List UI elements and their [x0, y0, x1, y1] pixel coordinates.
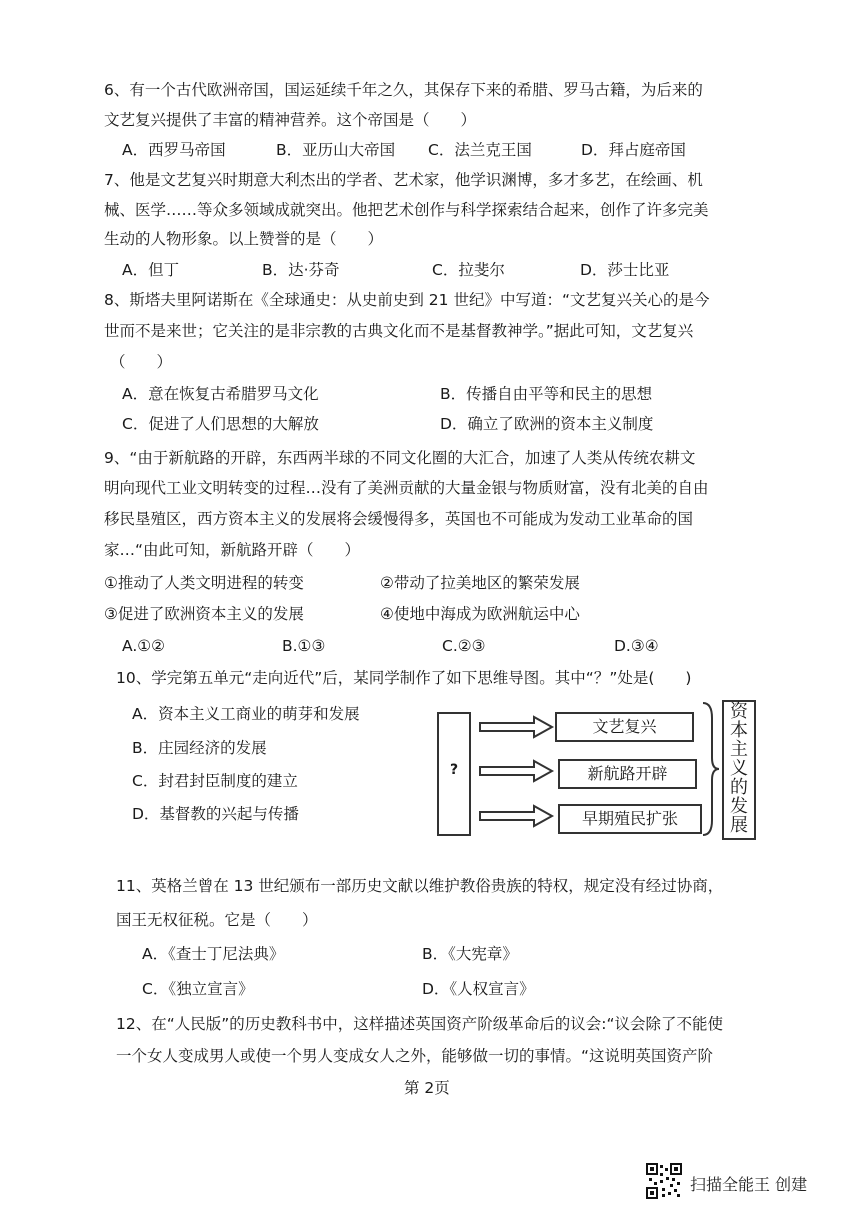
mind-map-item-colonial-expansion: 早期殖民扩张 [558, 804, 702, 834]
q10-option-a: A．资本主义工商业的萌芽和发展 [132, 705, 360, 723]
q9-item-3: ③促进了欧洲资本主义的发展 [104, 605, 304, 623]
q7-stem-line3: 生动的人物形象。以上赞誉的是（ ） [104, 230, 384, 248]
q9-item-2: ②带动了拉美地区的繁荣发展 [380, 574, 580, 592]
q7-option-d: D．莎士比亚 [580, 261, 670, 279]
q9-item-1: ①推动了人类文明进程的转变 [104, 574, 304, 592]
q7-option-b: B．达·芬奇 [262, 261, 340, 279]
q8-stem-line2: 世而不是来世；它关注的是非宗教的古典文化而不是基督教神学。”据此可知，文艺复兴 [104, 322, 694, 340]
arrow-icon-2 [480, 761, 552, 781]
q12-stem-line1: 12、在“人民版”的历史教科书中，这样描述英国资产阶级革命后的议会:“议会除了不能使 [116, 1015, 724, 1033]
arrow-icon-1 [480, 717, 552, 737]
vertical-char: 展 [730, 815, 748, 836]
vertical-char: 义 [730, 758, 748, 779]
q11-option-d: D．《人权宣言》 [422, 980, 535, 998]
q6-stem-line2: 文艺复兴提供了丰富的精神营养。这个帝国是（ ） [104, 111, 477, 129]
q9-stem-line3: 移民垦殖区，西方资本主义的发展将会缓慢得多，英国也不可能成为发动工业革命的国 [104, 510, 694, 528]
vertical-char: 的 [730, 777, 748, 798]
q11-stem-line1: 11、英格兰曾在 13 世纪颁布一部历史文献以维护教俗贵族的特权，规定没有经过协商， [116, 877, 724, 895]
q9-option-d: D.③④ [614, 637, 659, 655]
q12-stem-line2: 一个女人变成男人或使一个男人变成女人之外，能够做一切的事情。“这说明英国资产阶 [116, 1047, 714, 1065]
q7-stem-line2: 械、医学……等众多领域成就突出。他把艺术创作与科学探索结合起来，创作了许多完美 [104, 201, 709, 219]
q9-stem-line2: 明向现代工业文明转变的过程…没有了美洲贡献的大量金银与物质财富，没有北美的自由 [104, 479, 709, 497]
q6-stem-line1: 6、有一个古代欧洲帝国，国运延续千年之久，其保存下来的希腊、罗马古籍，为后来的 [104, 81, 703, 99]
mind-map-capitalism-box [722, 700, 756, 840]
q11-option-b: B．《大宪章》 [422, 945, 518, 963]
vertical-char: 本 [730, 720, 748, 741]
qr-code-icon [646, 1163, 682, 1199]
q8-stem-line1: 8、斯塔夫里阿诺斯在《全球通史：从史前史到 21 世纪》中写道：“文艺复兴关心的是今 [104, 291, 710, 309]
q8-option-c: C．促进了人们思想的大解放 [122, 415, 319, 433]
mind-map-item-new-routes: 新航路开辟 [558, 759, 697, 789]
q10-option-c: C．封君封臣制度的建立 [132, 772, 298, 790]
page-number: 第 2页 [404, 1079, 450, 1097]
q7-option-c: C．拉斐尔 [432, 261, 505, 279]
mind-map-item-renaissance: 文艺复兴 [555, 712, 694, 742]
q8-option-d: D．确立了欧洲的资本主义制度 [440, 415, 654, 433]
q7-stem-line1: 7、他是文艺复兴时期意大利杰出的学者、艺术家，他学识渊博，多才多艺，在绘画、机 [104, 171, 703, 189]
q10-stem-line1: 10、学完第五单元“走向近代”后，某同学制作了如下思维导图。其中“？”处是( ) [116, 669, 692, 687]
q10-option-b: B．庄园经济的发展 [132, 739, 267, 757]
q8-option-b: B．传播自由平等和民主的思想 [440, 385, 653, 403]
q9-stem-line4: 家…“由此可知，新航路开辟（ ） [104, 541, 361, 559]
q9-option-a: A.①② [122, 637, 166, 655]
q6-option-d: D．拜占庭帝国 [581, 141, 686, 159]
q6-option-b: B．亚历山大帝国 [276, 141, 396, 159]
q11-option-c: C．《独立宣言》 [142, 980, 254, 998]
q10-option-d: D．基督教的兴起与传播 [132, 805, 299, 823]
mind-map-arrows [476, 712, 558, 836]
q11-option-a: A．《查士丁尼法典》 [142, 945, 285, 963]
q11-stem-line2: 国王无权征税。它是（ ） [116, 911, 318, 929]
vertical-char: 发 [730, 796, 748, 817]
q6-option-c: C．法兰克王国 [428, 141, 532, 159]
arrow-icon-3 [480, 806, 552, 826]
mind-map-question-box [437, 712, 471, 836]
vertical-char: 主 [730, 739, 748, 760]
q9-option-c: C.②③ [442, 637, 486, 655]
vertical-char: 资 [730, 701, 748, 722]
q8-stem-line3: （ ） [110, 353, 173, 371]
right-brace-icon [700, 700, 722, 838]
scanner-watermark: 扫描全能王 创建 [690, 1175, 808, 1194]
q9-stem-line1: 9、“由于新航路的开辟，东西两半球的不同文化圈的大汇合，加速了人类从传统农耕文 [104, 449, 696, 467]
q7-option-a: A．但丁 [122, 261, 180, 279]
q9-item-4: ④使地中海成为欧洲航运中心 [380, 605, 580, 623]
q6-option-a: A．西罗马帝国 [122, 141, 226, 159]
q9-option-b: B.①③ [282, 637, 326, 655]
mind-map-question-mark: ? [449, 762, 459, 778]
q8-option-a: A．意在恢复古希腊罗马文化 [122, 385, 319, 403]
